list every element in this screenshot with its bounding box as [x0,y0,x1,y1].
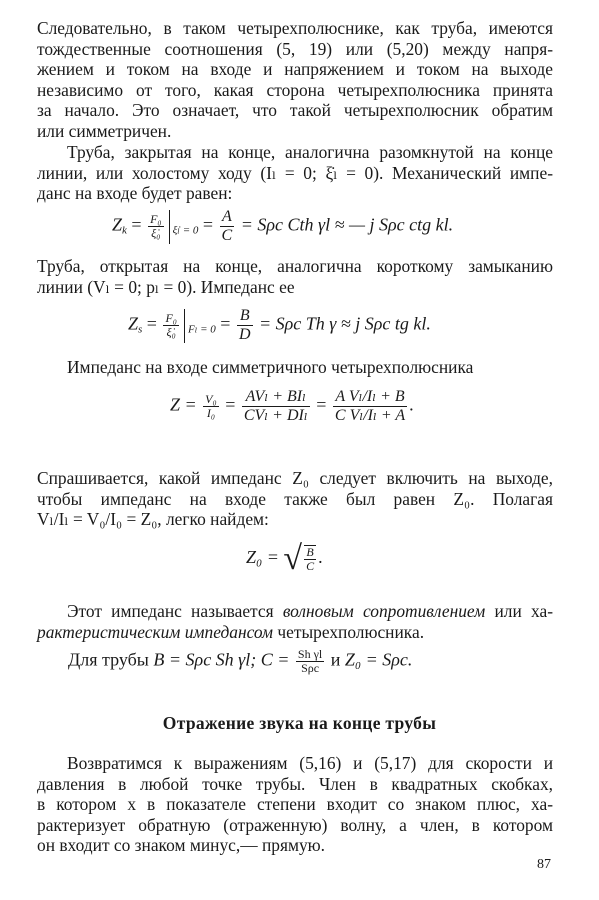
paragraph-2 [37,142,553,204]
numerator: B [304,546,316,560]
text-line: независимо от того, какая сторона четырехполюсника принята [37,79,553,100]
fraction [220,208,235,245]
numerator: Sh γl [297,647,323,661]
text-line: данс на входе будет равен: [37,183,233,203]
numerator: V₀ [205,392,217,406]
text-line: или симметричен. [37,120,172,141]
eq-lhs: Z [112,214,123,235]
paragraph-5 [37,468,553,530]
numerator: F₀ [150,212,162,226]
eq-prefix: Для трубы [68,649,149,670]
denominator: I₀ [206,406,216,420]
text-line: жением и током на входе и напряжением и током на выходе [37,59,553,79]
eq-lhs-sub: k [122,224,127,237]
text-line: рактеризует обратную (отраженную) волну, а член, в котором [37,814,553,835]
eq-and: и [330,649,341,670]
page-number: 87 [537,857,551,872]
fraction [304,545,316,573]
fraction [296,648,324,675]
equation-z: Z = $\frac{\text{V₀}}{\text{I₀}}$ = $\frac{\text{AVₗ + BIₗ}}{\text{CVₗ + DIₗ}}$ = $\frac{\text{A Vₗ/Iₗ + B}}{\text{C Vₗ/Iₗ + A}}$ . [170,388,414,424]
eq-condition: ξ̇ₗ = 0 [172,224,199,237]
sqrt-sign: √ [283,540,303,577]
eq-lhs: Z [128,313,139,334]
numerator: A Vₗ/Iₗ + B [333,388,407,407]
text-line: давления в любой точке трубы. Член в квадратных скобках, [37,773,553,794]
text-line: за начало. Это означает, что такой четырехполюсник обратим [37,100,553,120]
text-line: в котором x в показателе степени входит со знаком плюс, ха- [37,794,553,814]
eq-b: B = Sρc Sh γl; [153,649,257,670]
paragraph-7 [37,753,553,856]
fraction [148,213,164,240]
text-line: Возвратимся к выражениям (5,16) и (5,17) для скорости и [67,753,553,773]
text-line: Этот импеданс называется волновым сопротивлением или ха- [67,601,553,621]
eq-tail: = Sρc Cth γl ≈ — j Sρc ctg kl. [240,214,454,235]
paragraph-6 [37,601,553,642]
eq-condition: Fₗ = 0 [187,323,216,336]
paragraph-1 [37,18,553,141]
eq-c-lhs: C = [260,649,290,670]
eq-lhs-sub: s [138,323,143,336]
numerator: AVₗ + BIₗ [242,388,310,407]
eq-z0: Z₀ = Sρc. [344,649,413,670]
denominator: ξ̇₀ [151,226,161,240]
text-line: Vₗ/Iₗ = V₀/I₀ = Z₀, легко найдем: [37,509,269,529]
text-line: Импеданс на входе симметричного четырехполюсника [67,357,474,377]
eq-lhs: Z₀ = [246,547,279,568]
denominator: Sρc [301,661,320,675]
text-line: чтобы импеданс на входе также был равен Z₀. Полагая [37,488,553,509]
fraction [203,393,219,420]
equation-zk: $Z_k$ = $\frac{\text{F₀}}{\text{ξ̇₀}}$ $_{\xi̇_l = 0}$ = $\frac{A}{C}$ = Sρc Cth γl ≈ — j Sρc ctg kl. [112,208,454,244]
denominator: C [221,227,233,244]
evaluation-bar [184,309,185,343]
fraction [163,312,179,339]
denominator: CVₗ + DIₗ [243,407,308,424]
numerator: B [237,307,253,326]
paragraph-3 [37,256,553,297]
equation-z0: Z₀ = √ $\frac{B}{C}$ . [246,540,323,577]
equation-pipe [68,648,412,675]
fraction [242,388,310,425]
italic-term: рактеристическим импедансом [37,621,274,642]
italic-term: волновым сопротивлением [282,601,486,621]
numerator: F₀ [165,311,177,325]
eq-lhs: Z = [170,394,197,415]
denominator: ξ̇₀ [166,325,176,339]
equation-zs: $Z_s$ = $\frac{\text{F₀}}{\text{ξ̇₀}}$ $_{F_l = 0}$ = $\frac{B}{D}$ = Sρc Th γ ≈ j Sρc tg kl. [128,307,431,343]
numerator: A [220,208,235,227]
text-line: линии, или холостому ходу (Iₗ = 0; ξ̇ₗ = 0). Механический импе- [37,162,553,183]
paragraph-4 [37,357,553,378]
fraction [237,307,253,344]
denominator: C Vₗ/Iₗ + A [334,407,406,424]
fraction [333,388,407,425]
denominator: C [306,559,315,573]
section-heading: Отражение звука на конце трубы [162,713,437,733]
text-line: рактеристическим импедансом четырехполюсника. [37,621,425,642]
denominator: D [238,326,251,343]
eq-tail: = Sρc Th γ ≈ j Sρc tg kl. [259,313,431,334]
text-line: Следовательно, в таком четырехполюснике, как труба, имеются [37,18,553,38]
text-line: он входит со знаком минус,— прямую. [37,835,325,855]
text-line: Спрашивается, какой импеданс Z₀ следует включить на выходе, [37,468,553,488]
text-line: тождественные соотношения (5, 19) или (5,20) между напря- [37,38,553,59]
evaluation-bar [169,210,170,244]
text-line: Труба, закрытая на конце, аналогична разомкнутой на конце [67,142,553,162]
text-line: линии (Vₗ = 0; pₗ = 0). Импеданс ее [37,276,295,297]
text-line: Труба, открытая на конце, аналогична короткому замыканию [37,256,553,276]
